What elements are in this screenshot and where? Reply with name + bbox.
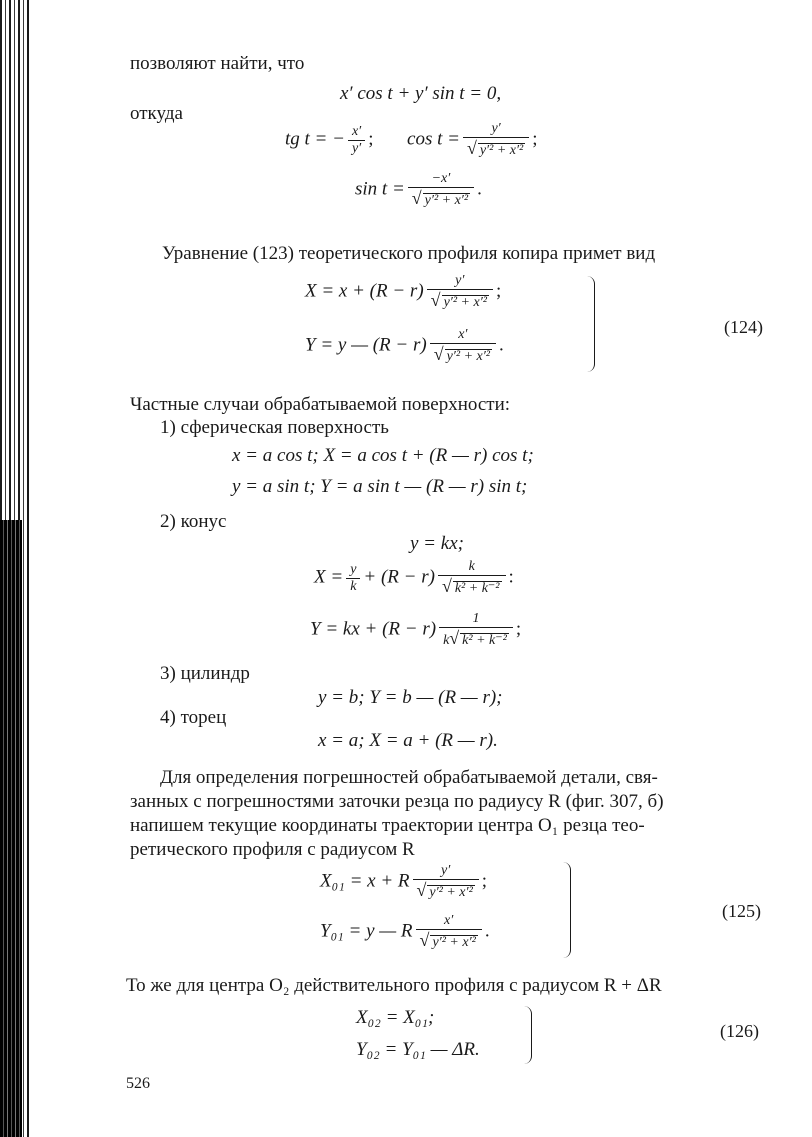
tg-lhs: tg t = − (285, 128, 345, 150)
case2-y-radicand: k² + k⁻² (462, 633, 507, 648)
case2-x-small-fraction (346, 563, 360, 594)
cos-denominator: √ y′² + x′² (466, 138, 524, 158)
equation-124-brace (584, 276, 595, 372)
case2-y-fraction (439, 612, 513, 648)
case2-x-end: : (508, 566, 514, 588)
equation-tg-cos (285, 122, 538, 158)
case2-x-small-denominator: k (350, 578, 357, 594)
equation-125-x (320, 864, 487, 900)
intro-line: позволяют найти, что (130, 53, 305, 74)
eq124-y-lhs: Y = y — (R − r) (305, 334, 427, 356)
case-2-equation-y (310, 612, 521, 648)
sin-lhs: sin t = (355, 178, 405, 200)
eq125-y-numerator: x′ (416, 914, 482, 930)
equation-dot-product: x′ cos t + y′ sin t = 0, (340, 83, 502, 104)
equation-number-124: (124) (724, 317, 763, 337)
equation-sin (355, 172, 482, 208)
cos-fraction (463, 122, 529, 158)
case2-x-lhs: X = (314, 566, 344, 588)
eq124-y-fraction (430, 328, 496, 364)
eq125-y-radicand: y′² + x′² (432, 935, 476, 950)
equation-124-y (305, 328, 504, 364)
page-number: 526 (126, 1075, 150, 1092)
case-4-label: 4) торец (160, 707, 227, 728)
tg-separator: ; (368, 128, 374, 150)
case2-x-middle: + (R − r) (363, 566, 435, 588)
eq124-y-denominator: √ y′² + x′² (433, 344, 490, 364)
case2-x-fraction (438, 560, 506, 596)
case2-x-radicand: k² + k⁻² (454, 581, 500, 596)
case2-y-numerator: 1 (439, 612, 513, 628)
case2-x-small-numerator: y (346, 563, 360, 579)
eq125-y-lhs: Y₀₁ = y — R (320, 920, 413, 942)
eq124-x-numerator: y′ (427, 274, 493, 290)
case-3-label: 3) цилиндр (160, 663, 250, 684)
eq124-x-denominator: √ y′² + x′² (430, 290, 487, 310)
tg-fraction (348, 125, 365, 156)
cases-title: Частные случаи обрабатываемой поверхности: (130, 394, 511, 415)
sin-fraction (408, 172, 474, 208)
sin-dot: . (477, 178, 482, 200)
equation-125-y (320, 914, 490, 950)
eq125-x-radicand: y′² + x′² (429, 885, 473, 900)
case2-y-lhs: Y = kx + (R − r) (310, 618, 437, 640)
case2-y-denominator: k√ k² + k⁻² (443, 628, 507, 648)
paragraph-errors-line-2: занных с погрешностями заточки резца по радиусу R (фиг. 307, б) (130, 791, 664, 812)
paragraph-errors-line-4: ретического профиля с радиусом R (130, 839, 415, 860)
eq124-y-radicand: y′² + x′² (446, 349, 490, 364)
eq124-x-fraction (427, 274, 493, 310)
paragraph-errors-line-1: Для определения погрешностей обрабатываемой детали, свя- (160, 767, 658, 788)
book-binding-shadow (0, 520, 22, 1137)
eq124-y-dot: . (499, 334, 504, 356)
eq125-x-numerator: y′ (413, 864, 479, 880)
eq124-y-numerator: x′ (430, 328, 496, 344)
eq125-x-semicolon: ; (481, 870, 488, 892)
equation-126-x: X₀₂ = X₀₁; (356, 1007, 435, 1028)
equation-number-126: (126) (720, 1021, 759, 1041)
eq125-x-lhs: X₀₁ = x + R (320, 870, 410, 892)
case-3-equation: y = b; Y = b — (R — r); (318, 687, 503, 708)
eq124-x-radicand: y′² + x′² (443, 295, 487, 310)
case-2-equation-x (314, 560, 514, 596)
case-1-equation-2: y = a sin t; Y = a sin t — (R — r) sin t; (232, 476, 528, 497)
case2-x-denominator: √ k² + k⁻² (441, 576, 500, 596)
paragraph-errors-line-3: напишем текущие координаты траектории центра O₁ резца тео- (130, 815, 645, 836)
cos-radicand: y′² + x′² (479, 143, 524, 158)
cos-numerator: y′ (463, 122, 529, 138)
equation-124-x (305, 274, 501, 310)
case-1-equation-1: x = a cos t; X = a cos t + (R — r) cos t; (232, 445, 534, 466)
case2-y-semicolon: ; (515, 618, 522, 640)
eq124-x-semicolon: ; (495, 280, 502, 302)
eq125-y-denominator: √ y′² + x′² (419, 930, 476, 950)
eq125-x-fraction (413, 864, 479, 900)
cos-semicolon: ; (532, 128, 538, 150)
tg-denominator: y′ (351, 140, 362, 156)
cos-lhs: cos t = (407, 128, 460, 150)
sin-denominator: √ y′² + x′² (411, 188, 469, 208)
otkuda-word: откуда (130, 103, 183, 124)
sin-radicand: y′² + x′² (424, 193, 469, 208)
eq125-y-dot: . (484, 920, 490, 942)
paragraph-profile: Уравнение (123) теоретического профиля копира примет вид (162, 243, 656, 264)
case-4-equation: x = a; X = a + (R — r). (318, 730, 498, 751)
equation-125-brace (560, 862, 571, 958)
case-1-label: 1) сферическая поверхность (160, 417, 389, 438)
equation-126-y: Y₀₂ = Y₀₁ — ΔR. (356, 1039, 480, 1060)
equation-126-brace (524, 1006, 532, 1064)
equation-number-125: (125) (722, 901, 761, 921)
case-2-label: 2) конус (160, 511, 227, 532)
eq125-y-fraction (416, 914, 482, 950)
case-2-equation-0: y = kx; (410, 533, 464, 554)
eq124-x-lhs: X = x + (R − r) (305, 280, 424, 302)
paragraph-real-profile: То же для центра O₂ действительного профиля с радиусом R + ΔR (126, 975, 662, 996)
tg-numerator: x′ (348, 125, 365, 141)
eq125-x-denominator: √ y′² + x′² (416, 880, 473, 900)
sin-numerator: −x′ (408, 172, 474, 188)
case2-y-denominator-k: k (443, 633, 450, 648)
case2-x-numerator: k (438, 560, 506, 576)
